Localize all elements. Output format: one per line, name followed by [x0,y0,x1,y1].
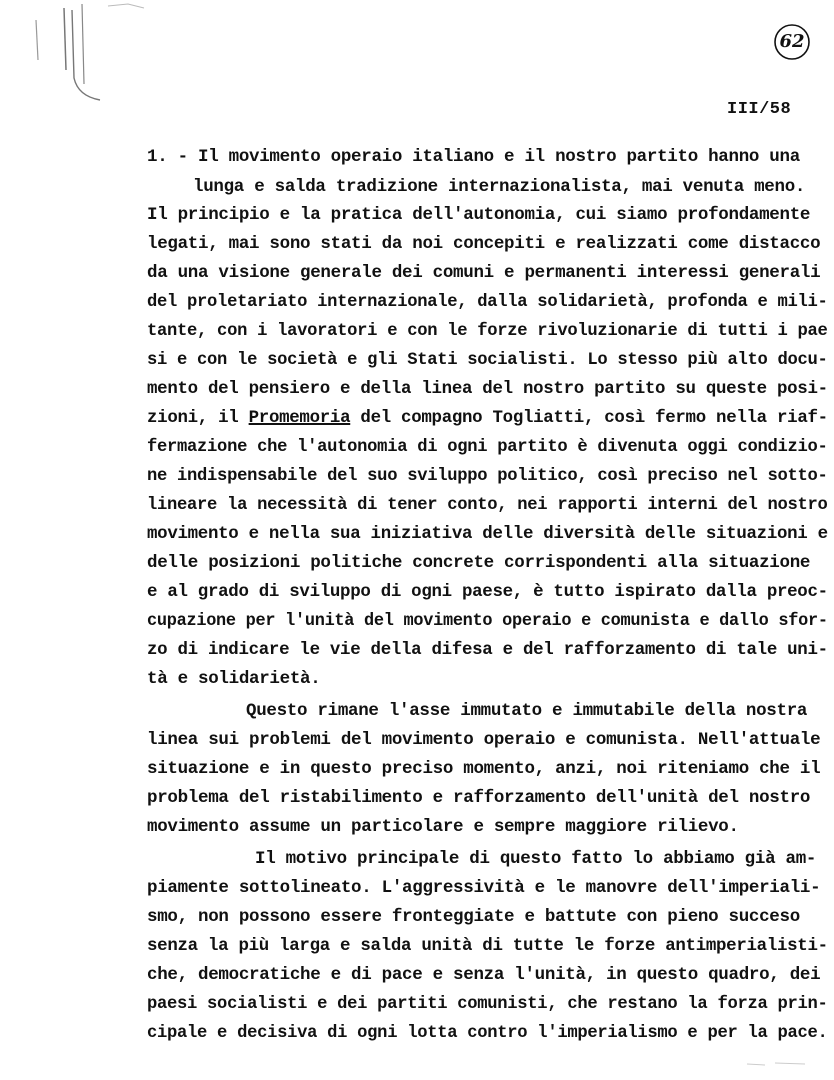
text-line: si e con le società e gli Stati socialisti. Lo stesso più alto docu- [147,350,828,370]
text-line: legati, mai sono stati da noi concepiti e realizzati come distacco [147,234,821,254]
text-line: cipale e decisiva di ogni lotta contro l'imperialismo e per la pace. [147,1023,828,1043]
text-line: fermazione che l'autonomia di ogni partito è divenuta oggi condizio- [147,437,828,457]
text-line: senza la più larga e salda unità di tutte le forze antimperialisti- [147,936,828,956]
promemoria-underlined-title: Promemoria [248,408,351,428]
text-segment: del compagno Togliatti, così fermo nella riaf- [350,408,828,428]
text-line: Il principio e la pratica dell'autonomia, cui siamo profondamente [147,205,811,225]
text-line: cupazione per l'unità del movimento operaio e comunista e dallo sfor- [147,611,828,631]
text-line: movimento e nella sua iniziativa delle diversità delle situazioni e [147,524,828,544]
text-line: tante, con i lavoratori e con le forze rivoluzionarie di tutti i pae [147,321,828,341]
text-line: mento del pensiero e della linea del nostro partito su queste posi- [147,379,828,399]
text-line: smo, non possono essere fronteggiate e battute con pieno succeso [147,907,800,927]
text-line: 1. - Il movimento operaio italiano e il nostro partito hanno una [147,147,800,167]
archive-reference: III/58 [727,100,792,119]
text-line: del proletariato internazionale, dalla solidarietà, profonda e mili- [147,292,828,312]
text-line: problema del ristabilimento e rafforzamento dell'unità del nostro [147,788,811,808]
text-line: ne indispensabile del suo sviluppo politico, così preciso nel sotto- [147,466,828,486]
scan-artifact-marks [28,0,148,110]
text-line: paesi socialisti e dei partiti comunisti, che restano la forza prin- [147,994,828,1014]
text-line: Questo rimane l'asse immutato e immutabile della nostra [246,701,808,721]
text-line: piamente sottolineato. L'aggressività e le manovre dell'imperiali- [147,878,821,898]
text-line: e al grado di sviluppo di ogni paese, è tutto ispirato dalla preoc- [147,582,828,602]
text-line: Il motivo principale di questo fatto lo abbiamo già am- [255,849,817,869]
text-segment: zioni, il [147,408,249,428]
text-line: situazione e in questo preciso momento, anzi, noi riteniamo che il [147,759,821,779]
text-line [147,407,828,429]
page-number-stamp [772,22,812,62]
text-line: movimento assume un particolare e sempre maggiore rilievo. [147,817,739,837]
scan-artifact-speck [745,1060,815,1068]
text-line: lunga e salda tradizione internazionalista, mai venuta meno. [193,177,806,197]
text-line: delle posizioni politiche concrete corrispondenti alla situazione [147,553,811,573]
text-line: che, democratiche e di pace e senza l'unità, in questo quadro, dei [147,965,821,985]
text-line: zo di indicare le vie della difesa e del rafforzamento di tale uni- [147,640,828,660]
page-number-stamp-text: 62 [779,31,805,52]
text-line: tà e solidarietà. [147,669,321,689]
text-line: da una visione generale dei comuni e permanenti interessi generali [147,263,821,283]
text-line: linea sui problemi del movimento operaio e comunista. Nell'attuale [147,730,821,750]
text-line: lineare la necessità di tener conto, nei rapporti interni del nostro [147,495,828,515]
